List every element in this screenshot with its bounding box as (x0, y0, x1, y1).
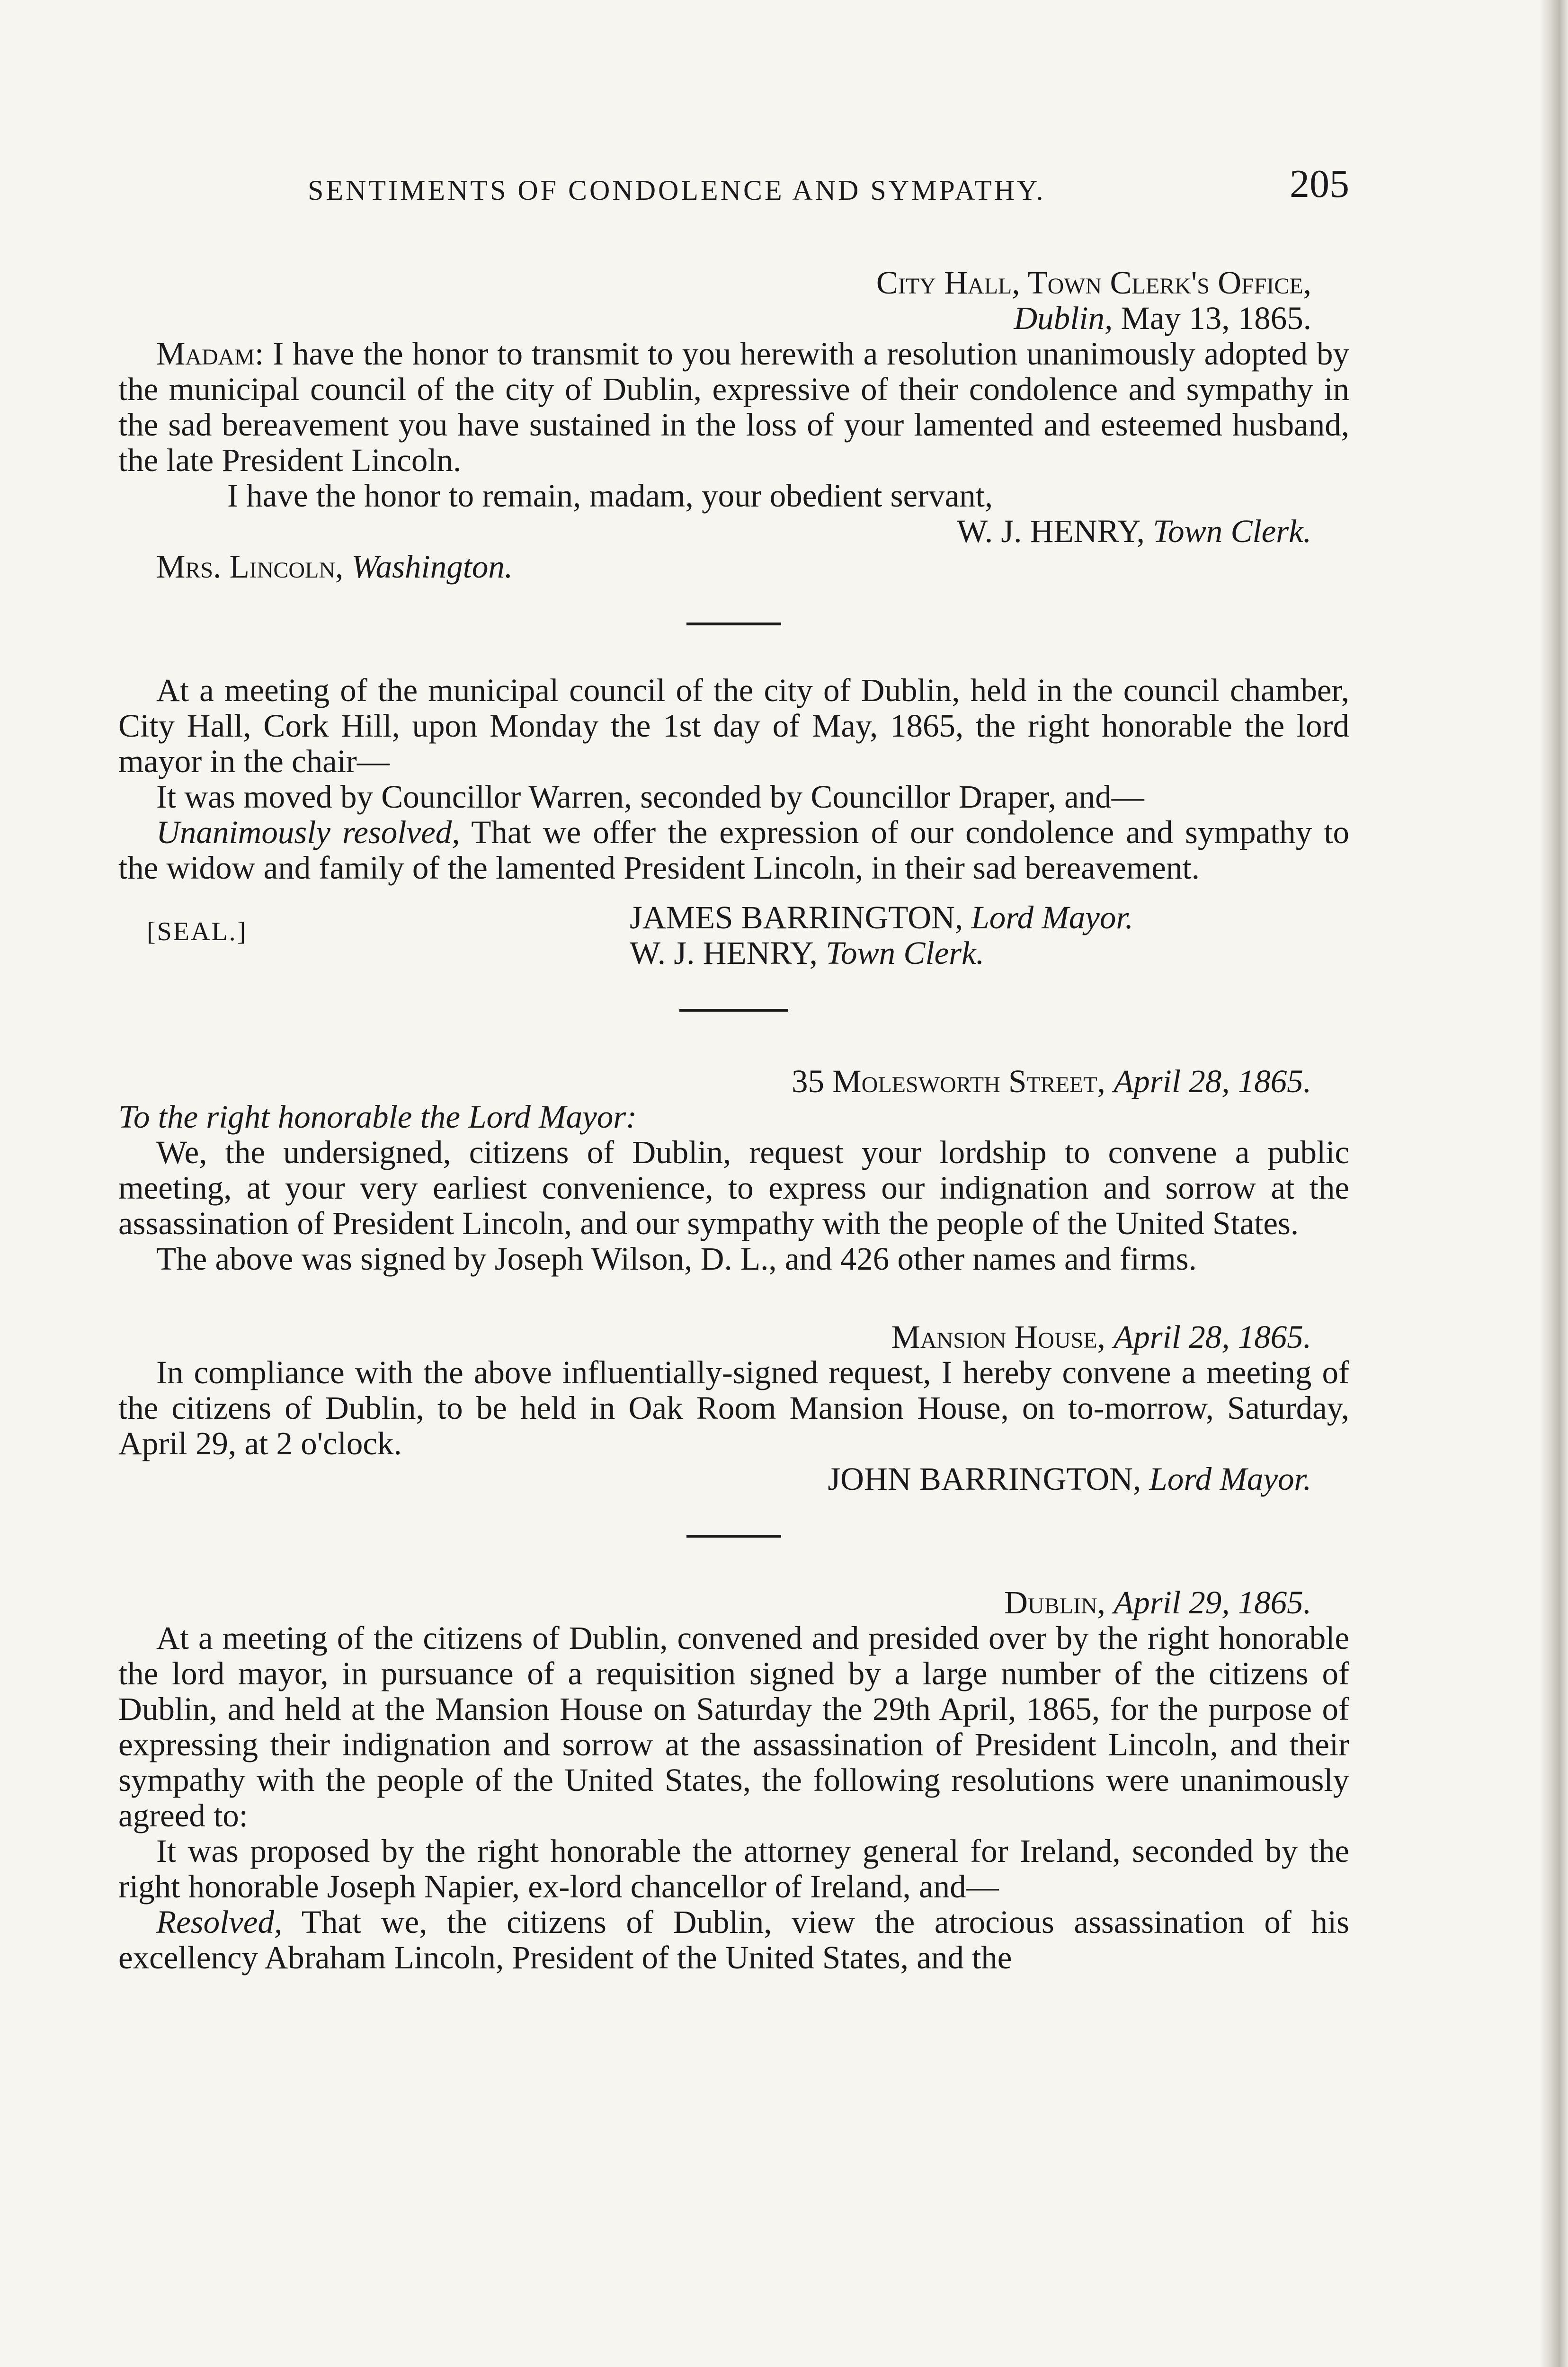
page-header (118, 161, 1349, 218)
meeting-resolved (118, 1904, 1349, 1975)
letter1-addressee-name: Mrs. Lincoln, (156, 549, 344, 585)
letter1-body (118, 336, 1349, 478)
meeting-para1: At a meeting of the citizens of Dublin, convened and presided over by the right honorable the lord mayor, in pursuance of a requisition signed by a large number of the citizens of Dublin, and held at the Mansion House on Saturday the 29th April, 1865, for the purpose of expressing their indignation and sorrow at the assassination of President Lincoln, and their sympathy with the people of the United States, the following resolutions were unanimously agreed to: (118, 1620, 1349, 1833)
request-place: 35 Molesworth Street, (792, 1063, 1105, 1099)
meeting-para2: It was proposed by the right honorable the attorney general for Ireland, seconded by the right honorable Joseph Napier, ex-lord chancellor of Ireland, and— (118, 1833, 1349, 1904)
convening-signature (118, 1461, 1349, 1497)
resolution1-sig1-title: Lord Mayor. (971, 899, 1133, 935)
letter1-dateline (118, 301, 1349, 336)
convening-place: Mansion House, (891, 1319, 1105, 1355)
convening-date: April 28, 1865. (1114, 1319, 1311, 1355)
convening-body: In compliance with the above influentially-signed request, I hereby convene a meeting of the citizens of Dublin, to be held in Oak Room Mansion House, on to-morrow, Saturday, April 29, at 2 o'clock. (118, 1354, 1349, 1461)
letter1-date: May 13, 1865. (1121, 300, 1311, 336)
resolution1-sig1-name: JAMES BARRINGTON, (630, 899, 963, 935)
letter1-signature (118, 514, 1349, 549)
resolution1-resolved (118, 815, 1349, 886)
request-address-text: To the right honorable the Lord Mayor: (118, 1099, 637, 1135)
convening-signer: JOHN BARRINGTON, (828, 1461, 1141, 1497)
meeting-resolved-text: That we, the citizens of Dublin, view the atrocious assassination of his excellency Abraham Lincoln, President of the United States, and the (118, 1904, 1349, 1975)
letter1-addressee-place: Washington. (351, 549, 513, 585)
spacer (118, 1277, 1349, 1319)
section-divider (686, 623, 781, 625)
letter1-place (118, 265, 1349, 301)
resolution1-signature-mayor (630, 900, 1133, 935)
letter1-signer-title: Town Clerk. (1153, 513, 1311, 549)
meeting-dateline (118, 1585, 1349, 1620)
letter1-city: Dublin, (1014, 300, 1113, 336)
resolution1-signatures (118, 900, 1349, 971)
convening-dateline (118, 1319, 1349, 1355)
letter1-signer: W. J. HENRY, (957, 513, 1145, 549)
resolution1-resolved-text: That we offer the expression of our condolence and sympathy to the widow and family of the lamented President Lincoln, in their sad bereavement. (118, 814, 1349, 886)
resolution1-para2: It was moved by Councillor Warren, seconded by Councillor Draper, and— (156, 779, 1144, 815)
letter1-place-text: City Hall, Town Clerk's Office, (876, 265, 1311, 301)
meeting-resolved-label: Resolved, (156, 1904, 283, 1940)
convening-signer-title: Lord Mayor. (1149, 1461, 1311, 1497)
resolution1-para1: At a meeting of the municipal council of the city of Dublin, held in the council chamber, City Hall, Cork Hill, upon Monday the 1st day of May, 1865, the right honorable the lord mayor in the chair— (118, 672, 1349, 779)
resolution1-resolved-label: Unanimously resolved, (156, 814, 460, 850)
letter1-body-text: I have the honor to transmit to you herewith a resolution unanimously adopted by the municipal council of the city of Dublin, expressive of their condolence and sympathy in the sad bereavement you have sustained in the loss of your lamented and esteemed husband, the late President Lincoln. (118, 336, 1350, 478)
letter1-closing: I have the honor to remain, madam, your obedient servant, (227, 478, 993, 514)
seal-mark: [SEAL.] (147, 917, 248, 946)
resolution1-sig2-name: W. J. HENRY, (630, 935, 818, 971)
request-dateline (118, 1064, 1349, 1099)
section-divider (686, 1535, 781, 1538)
request-body: We, the undersigned, citizens of Dublin, request your lordship to convene a public meeting, at your very earliest convenience, to express our indignation and sorrow at the assassination of President Lincoln, and our sympathy with the people of the United States. (118, 1134, 1349, 1241)
page-binding-edge (1540, 0, 1568, 2367)
meeting-place: Dublin, (1004, 1584, 1105, 1620)
running-head: SENTIMENTS OF CONDOLENCE AND SYMPATHY. (308, 175, 1046, 206)
request-address (118, 1099, 1349, 1135)
resolution1-sig2-title: Town Clerk. (826, 935, 984, 971)
letter1-salutation: Madam: (156, 336, 264, 372)
request-date: April 28, 1865. (1114, 1063, 1311, 1099)
page-content (118, 265, 1349, 1975)
page-number: 205 (1290, 162, 1349, 206)
meeting-date: April 29, 1865. (1114, 1584, 1311, 1620)
section-divider (679, 1009, 788, 1012)
letter1-addressee (118, 549, 1349, 585)
request-note: The above was signed by Joseph Wilson, D. L., and 426 other names and firms. (156, 1241, 1197, 1277)
resolution1-signature-clerk (630, 935, 984, 971)
